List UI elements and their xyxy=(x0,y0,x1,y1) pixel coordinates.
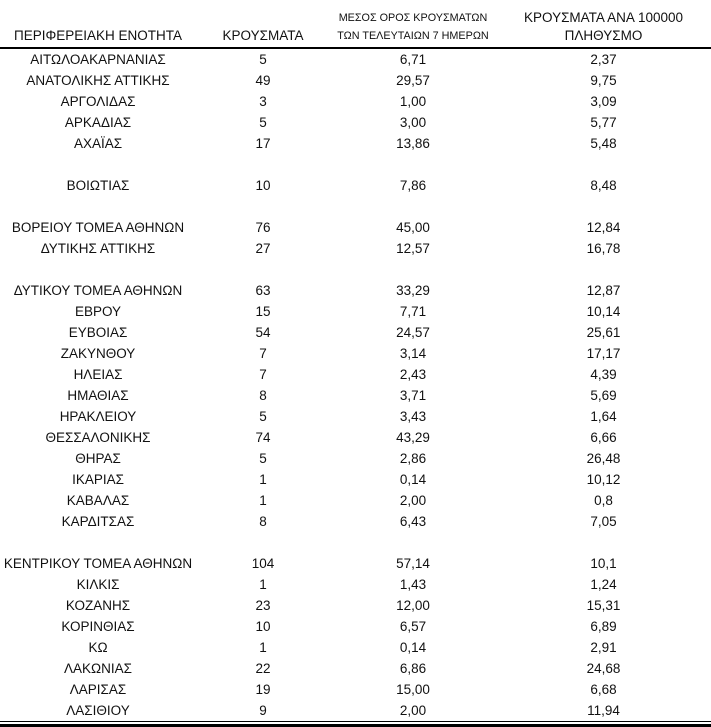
region-name: ΑΝΑΤΟΛΙΚΗΣ ΑΤΤΙΚΗΣ xyxy=(26,73,170,88)
table-row xyxy=(0,133,711,154)
cases-value: 1 xyxy=(259,640,267,655)
cases-value: 74 xyxy=(255,430,271,445)
col-header-per100k-line1: ΚΡΟΥΣΜΑΤΑ ΑΝΑ 100000 xyxy=(524,10,683,25)
avg7-value: 13,86 xyxy=(396,136,430,151)
per100k-value: 24,68 xyxy=(586,661,621,676)
table-row xyxy=(0,574,711,595)
per100k-value: 1,64 xyxy=(590,409,617,424)
per100k-value: 5,69 xyxy=(590,388,617,403)
cases-value: 76 xyxy=(255,220,271,235)
cases-value: 49 xyxy=(255,73,271,88)
table-row xyxy=(0,616,711,637)
table-row xyxy=(0,322,711,343)
table-row xyxy=(0,48,711,70)
per100k-value: 2,91 xyxy=(590,640,617,655)
col-header-per100k-line2: ΠΛΗΘΥΣΜΟ xyxy=(564,28,643,43)
table-row xyxy=(0,511,711,532)
region-name: ΔΥΤΙΚΟΥ ΤΟΜΕΑ ΑΘΗΝΩΝ xyxy=(13,283,183,298)
cases-value: 5 xyxy=(259,115,267,130)
per100k-value: 17,17 xyxy=(586,346,621,361)
spacer-row xyxy=(0,196,711,217)
region-name: ΖΑΚΥΝΘΟΥ xyxy=(60,346,136,361)
table-row xyxy=(0,70,711,91)
avg7-value: 6,57 xyxy=(399,619,427,634)
per100k-value: 26,48 xyxy=(586,451,621,466)
cases-value: 5 xyxy=(259,52,267,67)
per100k-value: 10,14 xyxy=(586,304,621,319)
per100k-value: 6,68 xyxy=(590,682,617,697)
avg7-value: 1,43 xyxy=(399,577,427,592)
avg7-value: 3,00 xyxy=(399,115,427,130)
table-row xyxy=(0,280,711,301)
cases-value: 22 xyxy=(255,661,271,676)
avg7-value: 57,14 xyxy=(396,556,430,571)
spacer-cell xyxy=(0,196,711,217)
table-row xyxy=(0,427,711,448)
region-name: ΑΧΑΪΑΣ xyxy=(73,136,123,151)
cases-value: 17 xyxy=(255,136,271,151)
region-name: ΔΥΤΙΚΗΣ ΑΤΤΙΚΗΣ xyxy=(40,241,156,256)
avg7-value: 6,71 xyxy=(399,52,427,67)
col-header-avg7days-line2: ΤΩΝ ΤΕΛΕΥΤΑΙΩΝ 7 ΗΜΕΡΩΝ xyxy=(337,30,489,42)
table-row xyxy=(0,679,711,700)
spacer-cell xyxy=(0,532,711,553)
cases-value: 5 xyxy=(259,451,267,466)
table-row xyxy=(0,469,711,490)
per100k-value: 11,94 xyxy=(587,703,620,718)
avg7-value: 2,43 xyxy=(399,367,427,382)
per100k-value: 10,12 xyxy=(586,472,621,487)
per100k-value: 5,77 xyxy=(590,115,617,130)
per100k-value: 0,8 xyxy=(594,493,613,508)
cases-value: 104 xyxy=(251,556,275,571)
region-name: ΚΑΡΔΙΤΣΑΣ xyxy=(61,514,135,529)
cases-value: 7 xyxy=(259,346,267,361)
table-row xyxy=(0,658,711,679)
avg7-value: 24,57 xyxy=(396,325,430,340)
table-row xyxy=(0,406,711,427)
per100k-value: 5,48 xyxy=(590,136,617,151)
region-name: ΛΑΣΙΘΙΟΥ xyxy=(66,703,130,718)
region-name: ΘΗΡΑΣ xyxy=(75,451,121,466)
col-header-per100k xyxy=(496,0,711,48)
per100k-value: 9,75 xyxy=(590,73,617,88)
table-row xyxy=(0,364,711,385)
table-row xyxy=(0,448,711,469)
cases-value: 9 xyxy=(259,703,267,718)
region-name: ΚΟΡΙΝΘΙΑΣ xyxy=(61,619,135,634)
table-row xyxy=(0,112,711,133)
avg7-value: 1,00 xyxy=(399,94,427,109)
col-header-region-label: ΠΕΡΙΦΕΡΕΙΑΚΗ ΕΝΟΤΗΤΑ xyxy=(13,28,183,43)
cases-value: 54 xyxy=(255,325,271,340)
col-header-region xyxy=(0,0,196,48)
region-name: ΚΑΒΑΛΑΣ xyxy=(66,493,130,508)
avg7-value: 12,57 xyxy=(396,241,430,256)
table-row xyxy=(0,343,711,364)
region-name: ΑΡΓΟΛΙΔΑΣ xyxy=(60,94,136,109)
per100k-value: 4,39 xyxy=(590,367,617,382)
per100k-value: 2,37 xyxy=(590,52,617,67)
bottom-double-rule xyxy=(0,721,711,727)
per100k-value: 15,31 xyxy=(586,598,621,613)
avg7-value: 0,14 xyxy=(399,472,427,487)
region-name: ΚΩ xyxy=(88,640,108,655)
avg7-value: 3,43 xyxy=(399,409,427,424)
region-name: ΑΡΚΑΔΙΑΣ xyxy=(64,115,132,130)
cases-value: 7 xyxy=(259,367,267,382)
avg7-value: 33,29 xyxy=(396,283,430,298)
table-row xyxy=(0,553,711,574)
spacer-cell xyxy=(0,259,711,280)
col-header-avg7days-line1: ΜΕΣΟΣ ΟΡΟΣ ΚΡΟΥΣΜΑΤΩΝ xyxy=(338,12,488,24)
cases-value: 10 xyxy=(255,178,271,193)
cases-value: 8 xyxy=(259,388,267,403)
spacer-row xyxy=(0,154,711,175)
region-name: ΒΟΙΩΤΙΑΣ xyxy=(66,178,130,193)
per100k-value: 12,87 xyxy=(586,283,621,298)
per100k-value: 6,89 xyxy=(590,619,617,634)
per100k-value: 8,48 xyxy=(590,178,617,193)
col-header-cases xyxy=(196,0,330,48)
cases-value: 8 xyxy=(259,514,267,529)
cases-value: 63 xyxy=(255,283,271,298)
avg7-value: 2,00 xyxy=(399,493,427,508)
region-name: ΑΙΤΩΛΟΑΚΑΡΝΑΝΙΑΣ xyxy=(30,52,166,67)
cases-value: 1 xyxy=(259,577,267,592)
per100k-value: 6,66 xyxy=(590,430,617,445)
spacer-row xyxy=(0,532,711,553)
cases-value: 1 xyxy=(259,472,267,487)
cases-value: 10 xyxy=(255,619,271,634)
cases-value: 5 xyxy=(259,409,267,424)
per100k-value: 10,1 xyxy=(590,556,617,571)
table-row xyxy=(0,385,711,406)
per100k-value: 16,78 xyxy=(586,241,621,256)
region-name: ΚΟΖΑΝΗΣ xyxy=(65,598,131,613)
region-name: ΗΜΑΘΙΑΣ xyxy=(67,388,129,403)
region-name: ΕΒΡΟΥ xyxy=(74,304,122,319)
region-name: ΛΑΚΩΝΙΑΣ xyxy=(64,661,132,676)
avg7-value: 45,00 xyxy=(396,220,430,235)
avg7-value: 6,86 xyxy=(399,661,427,676)
avg7-value: 29,57 xyxy=(396,73,430,88)
table-body xyxy=(0,48,711,721)
table-row xyxy=(0,637,711,658)
col-header-cases-label: ΚΡΟΥΣΜΑΤΑ xyxy=(222,28,304,43)
per100k-value: 12,84 xyxy=(586,220,621,235)
region-name: ΚΕΝΤΡΙΚΟΥ ΤΟΜΕΑ ΑΘΗΝΩΝ xyxy=(3,556,193,571)
avg7-value: 2,00 xyxy=(399,703,427,718)
avg7-value: 3,71 xyxy=(399,388,427,403)
avg7-value: 43,29 xyxy=(396,430,430,445)
avg7-value: 15,00 xyxy=(396,682,430,697)
table-row xyxy=(0,175,711,196)
cases-value: 15 xyxy=(255,304,271,319)
cases-value: 3 xyxy=(259,94,267,109)
avg7-value: 6,43 xyxy=(399,514,427,529)
avg7-value: 12,00 xyxy=(396,598,430,613)
col-header-avg7days xyxy=(330,0,496,48)
avg7-value: 7,86 xyxy=(399,178,427,193)
cases-value: 19 xyxy=(255,682,271,697)
table-row xyxy=(0,301,711,322)
table-row xyxy=(0,490,711,511)
per100k-value: 25,61 xyxy=(586,325,621,340)
avg7-value: 2,86 xyxy=(399,451,427,466)
table-row xyxy=(0,700,711,721)
avg7-value: 0,14 xyxy=(399,640,427,655)
table-row xyxy=(0,217,711,238)
cases-value: 23 xyxy=(255,598,271,613)
region-name: ΒΟΡΕΙΟΥ ΤΟΜΕΑ ΑΘΗΝΩΝ xyxy=(11,220,185,235)
per100k-value: 7,05 xyxy=(590,514,617,529)
region-name: ΘΕΣΣΑΛΟΝΙΚΗΣ xyxy=(45,430,151,445)
cases-value: 27 xyxy=(255,241,271,256)
region-name: ΕΥΒΟΙΑΣ xyxy=(68,325,128,340)
table-row xyxy=(0,238,711,259)
table-row xyxy=(0,595,711,616)
avg7-value: 7,71 xyxy=(399,304,427,319)
spacer-cell xyxy=(0,154,711,175)
per100k-value: 3,09 xyxy=(590,94,617,109)
cases-value: 1 xyxy=(259,493,267,508)
region-name: ΗΡΑΚΛΕΙΟΥ xyxy=(59,409,137,424)
region-name: ΗΛΕΙΑΣ xyxy=(73,367,123,382)
table-row xyxy=(0,91,711,112)
spacer-row xyxy=(0,259,711,280)
region-name: ΛΑΡΙΣΑΣ xyxy=(69,682,127,697)
table-header xyxy=(0,0,711,48)
per100k-value: 1,24 xyxy=(590,577,617,592)
region-name: ΙΚΑΡΙΑΣ xyxy=(72,472,124,487)
avg7-value: 3,14 xyxy=(399,346,427,361)
region-name: ΚΙΛΚΙΣ xyxy=(76,577,120,592)
header-row xyxy=(0,0,711,48)
